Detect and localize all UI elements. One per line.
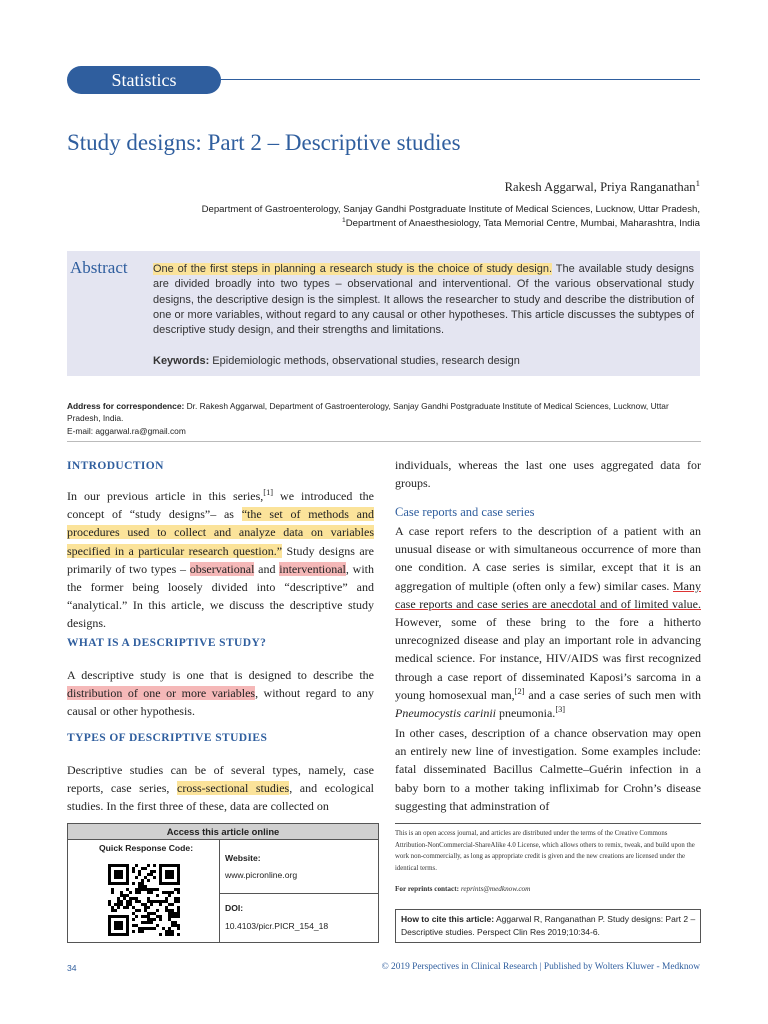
affiliation-2-text: Department of Anaesthesiology, Tata Memorial Centre, Mumbai, Maharashtra, India bbox=[345, 218, 700, 229]
ref-1[interactable]: [1] bbox=[263, 488, 274, 497]
what-text-b: , without regard to any causal or other hypothesis. bbox=[67, 686, 374, 719]
reprints-label: For reprints contact: bbox=[395, 885, 460, 893]
types-paragraph bbox=[67, 761, 374, 816]
case-text-a: A case report refers to the description of a patient with an unusual disease or with simultaneous occurrence of more than one condition. A case series is similar, except that it is an aggregation of multiple (often only a few) similar cases. bbox=[395, 524, 701, 593]
reprints-email[interactable]: reprints@medknow.com bbox=[459, 885, 531, 893]
correspondence-label: Address for correspondence: bbox=[67, 401, 185, 411]
ref-3[interactable]: [3] bbox=[555, 705, 566, 715]
ref-2[interactable]: [2] bbox=[514, 686, 525, 696]
case-italic: Pneumocystis carinii bbox=[395, 706, 496, 721]
case-text-d: pneumonia. bbox=[495, 706, 556, 721]
what-text-a: A descriptive study is one that is designed to describe the bbox=[67, 668, 374, 682]
author-names: Rakesh Aggarwal, Priya Ranganathan bbox=[504, 180, 696, 194]
intro-highlight-quote: “the set of methods and procedures used to collect and analyze data on variables specified in a particular research question.” bbox=[67, 507, 374, 558]
types-heading: TYPES OF DESCRIPTIVE STUDIES bbox=[67, 732, 268, 744]
correspondence-email[interactable]: E-mail: aggarwal.ra@gmail.com bbox=[67, 425, 186, 436]
keywords bbox=[153, 355, 694, 367]
affiliation-1: Department of Gastroenterology, Sanjay Gandhi Postgraduate Institute of Medical Sciences, Lucknow, Uttar Pradesh, bbox=[201, 204, 700, 215]
article-title: Study designs: Part 2 – Descriptive studies bbox=[67, 130, 461, 155]
page-number: 34 bbox=[67, 963, 77, 973]
qr-label: Quick Response Code: bbox=[99, 843, 194, 853]
license-rule bbox=[395, 823, 701, 824]
types-highlight: cross-sectional studies bbox=[177, 781, 290, 796]
intro-heading: INTRODUCTION bbox=[67, 460, 164, 472]
authors bbox=[504, 177, 700, 195]
doi-link[interactable]: 10.4103/picr.PICR_154_18 bbox=[225, 921, 329, 931]
case-text-b: However, some of these bring to the fore a hitherto unrecognized disease and play an important role in advancing medical science. For instance, HIV/AIDS was first recognized through a case report of disseminated Kaposi’s sarcoma in a young homosexual man, bbox=[395, 615, 701, 702]
cite-body: Aggarwal R, Ranganathan P. Study designs: Part 2 – Descriptive studies. Perspect Clin Res 2019;10:34-6. bbox=[401, 914, 696, 937]
case-underline: Many case reports and case series are anecdotal and of limited value. bbox=[395, 578, 701, 611]
case-heading: Case reports and case series bbox=[395, 505, 535, 519]
cite-label: How to cite this article: bbox=[401, 914, 495, 924]
correspondence-text: Dr. Rakesh Aggarwal, Department of Gastroenterology, Sanjay Gandhi Postgraduate Institute of Medical Sciences, Lucknow, Uttar Pradesh, India. bbox=[67, 401, 669, 424]
intro-text-c: Study designs are primarily of two types – bbox=[67, 543, 375, 576]
what-highlight: distribution of one or more variables bbox=[67, 686, 256, 701]
affiliation-sup: 1 bbox=[341, 216, 346, 224]
doi-label: DOI: bbox=[225, 903, 244, 913]
website-label: Website: bbox=[225, 853, 261, 863]
intro-text-b: we introduced the concept of “study designs”– as bbox=[67, 489, 375, 522]
footer-copyright: © 2019 Perspectives in Clinical Research | Published by Wolters Kluwer - Medknow bbox=[381, 962, 700, 972]
types-text-a: Descriptive studies can be of several types, namely, case reports, case series, bbox=[67, 763, 374, 796]
correspondence bbox=[67, 400, 701, 437]
keywords-label: Keywords: bbox=[153, 355, 210, 367]
access-divider-v bbox=[219, 840, 220, 943]
intro-highlight-observational: observational bbox=[189, 561, 255, 576]
other-paragraph: In other cases, description of a chance observation may open an entirely new line of investigation. Some examples include: fatal disseminated Bacillus Calmette–Guérin infection in a baby born to a mother taking infliximab for Crohn’s disease suggesting that adminstration of bbox=[395, 726, 701, 813]
what-paragraph bbox=[67, 666, 374, 721]
types-text-b: , and ecological studies. In the first three of these, data are collected on bbox=[67, 781, 374, 814]
what-heading: WHAT IS A DESCRIPTIVE STUDY? bbox=[67, 637, 267, 649]
cite-text bbox=[401, 913, 697, 938]
header-rule bbox=[221, 79, 700, 80]
intro-text-d: and bbox=[254, 561, 280, 576]
keywords-text: Epidemiologic methods, observational studies, research design bbox=[209, 355, 520, 367]
website-link[interactable]: www.picronline.org bbox=[225, 870, 298, 880]
abstract-highlight: One of the first steps in planning a research study is the choice of study design. bbox=[153, 263, 553, 275]
case-paragraph bbox=[395, 522, 701, 722]
case-text-c: and a case series of such men with bbox=[524, 687, 702, 702]
qr-code-icon[interactable] bbox=[108, 864, 180, 936]
correspondence-rule bbox=[67, 441, 701, 442]
abstract-heading: Abstract bbox=[70, 258, 128, 277]
intro-text-a: In our previous article in this series, bbox=[67, 489, 264, 503]
reprints bbox=[395, 885, 530, 893]
access-heading: Access this article online bbox=[67, 823, 379, 840]
intro-highlight-interventional: interventional bbox=[279, 561, 346, 576]
section-label: Statistics bbox=[67, 66, 221, 94]
author-sup: 1 bbox=[695, 177, 700, 188]
abstract-text bbox=[153, 262, 694, 338]
intro-text-e: , with the former being loosely divided into “descriptive” and “analytical.” In this article, we discuss the descriptive study designs. bbox=[67, 561, 374, 631]
intro-paragraph bbox=[67, 487, 374, 633]
right-continuation: individuals, whereas the last one uses aggregated data for groups. bbox=[395, 458, 701, 491]
affiliation-2 bbox=[342, 218, 700, 229]
abstract-body: The available study designs are divided broadly into two types – observational and interventional. Of the various observational study designs, the descriptive design is the simplest. It allows the researcher to study and describe the distribution of one or more variables, without regard to any causal or other hypotheses. This article discusses the subtypes of descriptive study design, and their strengths and limitations. bbox=[153, 263, 694, 337]
access-divider-h bbox=[219, 893, 379, 894]
license-text: This is an open access journal, and articles are distributed under the terms of the Creative Commons Attribution-NonCommercial-ShareAlike 4.0 License, which allows others to remix, tweak, and build upon the work non-commercially, as long as appropriate credit is given and the new creations are licensed under the identical terms. bbox=[395, 830, 695, 872]
